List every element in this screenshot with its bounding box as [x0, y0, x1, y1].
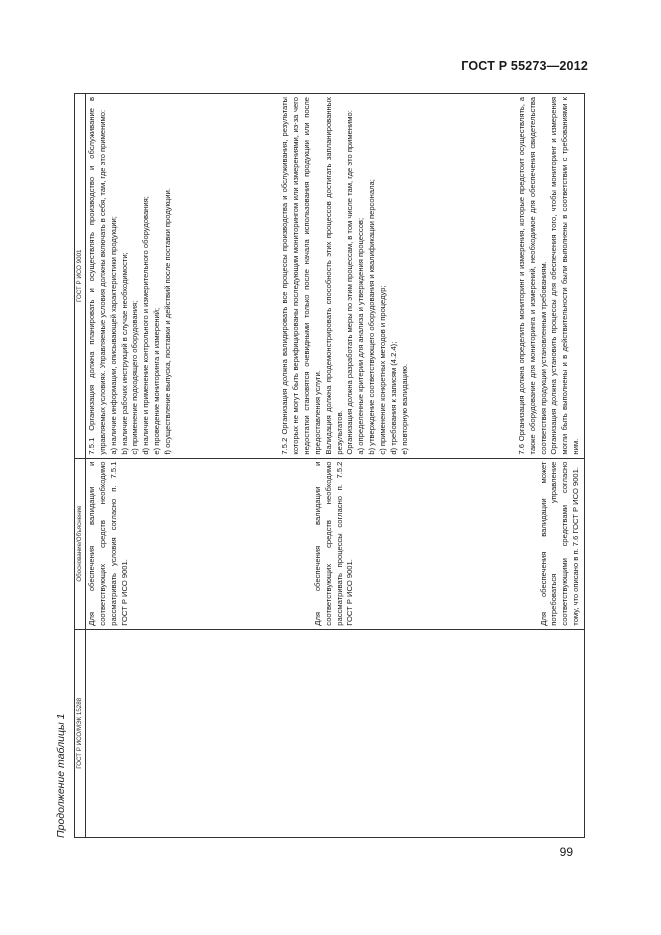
list-item: b) наличие рабочих инструкций в случае необходимости; [119, 252, 129, 455]
column-header-gost-iso-iec-15288: ГОСТ Р ИСО/МЭК 15288 [75, 629, 86, 837]
justification-7-5-2: Для обеспечения валидации и соответствующих средств необходимо рассматривать процессы согласно п. 7.5.2 ГОСТ Р ИСО 9001. [312, 461, 355, 626]
list-item: а) определенные критерии для анализа и утверждения процессов; [356, 217, 366, 455]
document-code: ГОСТ Р 55273—2012 [461, 59, 588, 73]
clause-7-5-2 [280, 97, 410, 455]
clause-7-5-2-para: Валидация должна продемонстрировать способность этих процессов достигать запланированных результатов. [323, 97, 344, 455]
table-row [86, 94, 585, 838]
list-item: с) применение конкретных методов и процедур; [377, 285, 387, 455]
clause-7-5-2-para2: Организация должна разработать меры по этим процессам, в том числе там, где это применимо: [345, 110, 355, 455]
cell-gost-15288 [86, 629, 585, 837]
clause-7-5-2-intro: 7.5.2 Организация должна валидировать все процессы производства и обслуживания, результаты которых не могут быть верифицированы последующим мониторингом или измерениями, из-за чего недостатки становятся очевидными только после начала использования продукции или после предоставления услуги. [280, 97, 322, 455]
list-item: а) наличие информации, описывающей характеристики продукции; [108, 216, 118, 455]
justification-7-6: Для обеспечения валидации может потребоваться управление соответствующими средствами согласно тому, что описано в п. 7.6 ГОСТ Р ИСО 9001. [538, 461, 581, 626]
list-item: d) наличие и применение контрольного и измерительного оборудования; [141, 196, 151, 455]
list-item: е) повторную валидацию. [399, 363, 409, 455]
table-caption: Продолжение таблицы 1 [55, 713, 67, 838]
column-header-gost-iso-9001: ГОСТ Р ИСО 9001 [75, 94, 86, 459]
list-item: f) осуществление выпуска, поставки и действий после поставки продукции. [162, 188, 172, 455]
list-item: d) требования к записям (4.2.4); [388, 341, 398, 455]
cell-gost-9001 [86, 94, 585, 459]
list-item: b) утверждение соответствующего оборудования и квалификации персонала; [367, 179, 377, 455]
justification-7-5-1: Для обеспечения валидации и соответствующих средств необходимо рассматривать условия согласно п. 7.5.1 ГОСТ Р ИСО 9001. [87, 461, 129, 626]
comparison-table [74, 93, 585, 838]
clause-7-5-1-intro: 7.5.1 Организация должна планировать и осуществлять производство и обслуживание в управляемых условиях. Управляемые условия должны включать в себя, там, где это применимо: [87, 97, 107, 455]
clause-7-5-1 [87, 97, 174, 455]
list-item: е) проведение мониторинга и измерений; [152, 307, 162, 455]
clause-7-6-para: Организация должна установить процессы для обеспечения того, чтобы мониторинг и измерения могли быть выполнены и в действительности были выполнены в соответствии с требованиями к ним. [549, 97, 581, 455]
page-number: 99 [559, 845, 573, 859]
list-item: с) применение подходящего оборудования; [130, 300, 140, 455]
column-header-justification: Обоснование/Объяснение [75, 458, 86, 629]
rotated-table-area [52, 93, 585, 838]
clause-7-6-intro: 7.6 Организация должна определить мониторинг и измерения, которые предстоит осуществлять, а также оборудование для мониторинга и измерений, необходимое для обеспечения свидетельства соответствия продукции установленным требованиям. [516, 97, 548, 455]
clause-7-6 [517, 97, 582, 455]
table-header-row [75, 94, 86, 838]
cell-justification [86, 458, 585, 629]
